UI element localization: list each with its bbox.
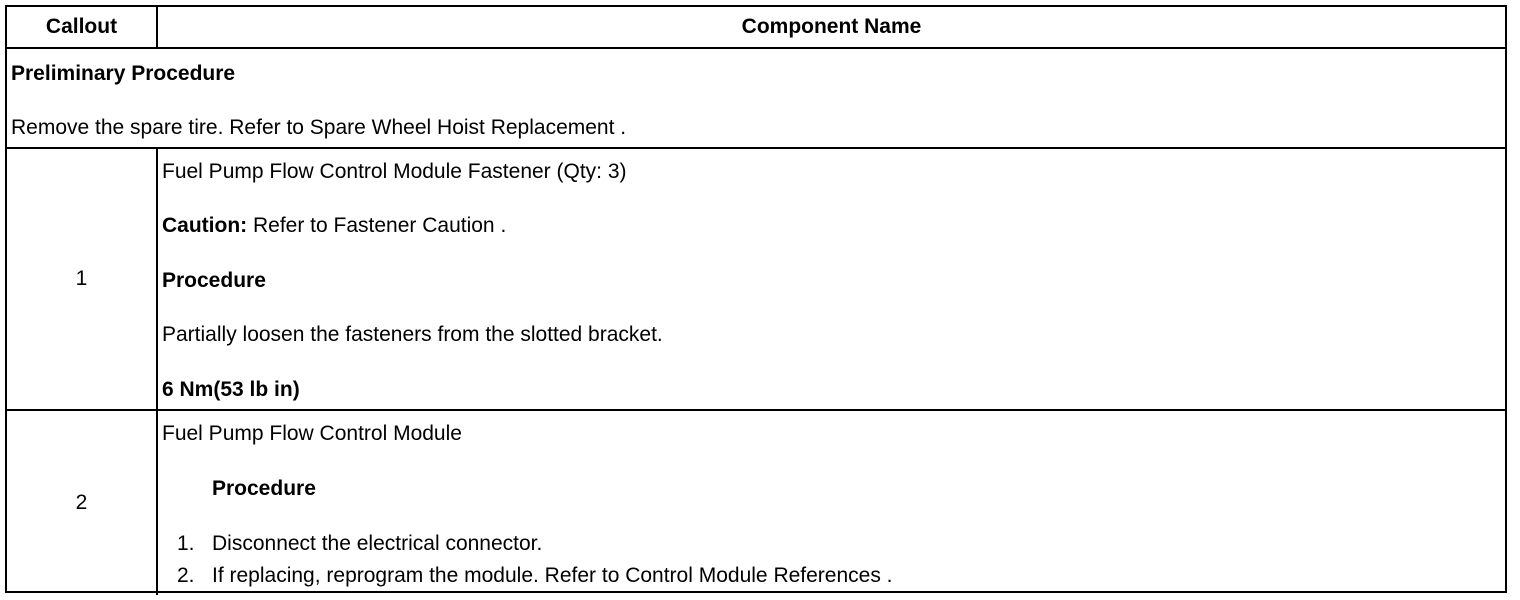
preliminary-text: Remove the spare tire. Refer to Spare Wheel Hoist Replacement . [11, 116, 627, 139]
table-header-row [7, 7, 1505, 47]
header-divider [156, 7, 158, 47]
procedure-label: Procedure [162, 269, 266, 292]
header-callout: Callout [45, 15, 118, 38]
procedure-table [5, 5, 1507, 593]
row2-divider [156, 409, 158, 595]
preliminary-row [7, 47, 1505, 147]
procedure-text: Partially loosen the fasteners from the slotted bracket. [162, 323, 663, 346]
table-row [7, 409, 1505, 595]
callout-number: 2 [75, 491, 88, 514]
preliminary-heading: Preliminary Procedure [11, 62, 236, 85]
table-row [7, 147, 1505, 409]
row1-divider [156, 147, 158, 409]
step-text: If replacing, reprogram the module. Refer to Control Module References . [212, 564, 893, 587]
list-item [177, 564, 893, 588]
caution-text: Refer to Fastener Caution . [247, 214, 507, 237]
component-title: Fuel Pump Flow Control Module Fastener (Qty: 3) [162, 160, 627, 183]
callout-number: 1 [75, 267, 88, 290]
torque-spec: 6 Nm(53 lb in) [162, 378, 300, 401]
caution-label: Caution: [162, 214, 248, 237]
step-number: 2. [177, 564, 195, 587]
procedure-label: Procedure [212, 477, 316, 500]
step-number: 1. [177, 532, 195, 555]
component-title: Fuel Pump Flow Control Module [162, 422, 462, 445]
header-component-name: Component Name [741, 15, 922, 38]
step-text: Disconnect the electrical connector. [212, 532, 543, 555]
caution-note [162, 214, 506, 238]
list-item [177, 532, 542, 556]
